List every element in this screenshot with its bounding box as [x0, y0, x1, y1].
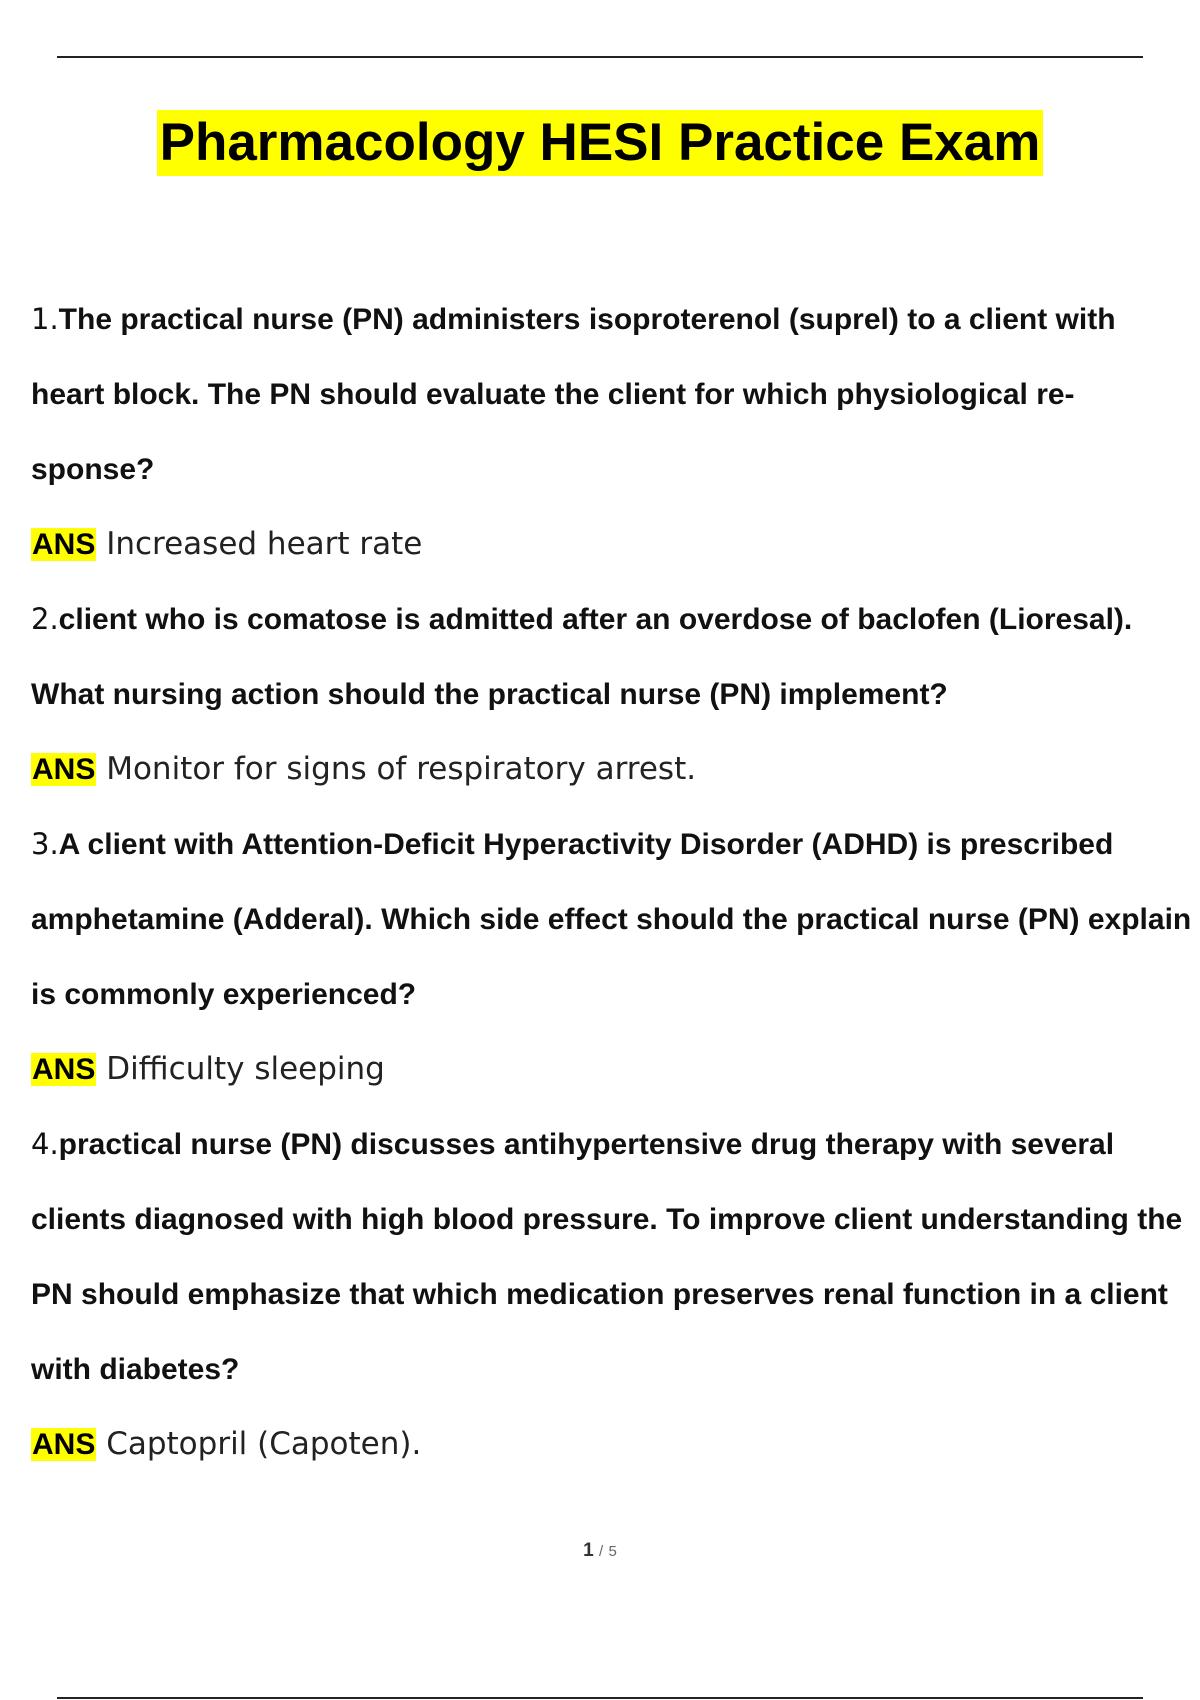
question-2 [31, 582, 1196, 732]
page-indicator [0, 1540, 1200, 1562]
answer-label: ANS [32, 528, 96, 561]
top-divider [57, 56, 1143, 58]
question-text: practical nurse (PN) discusses antihypertensive drug therapy with several clients diagnosed with high blood pressure. To improve client understanding the PN should emphasize that which medication preserves renal function in a client with diabetes? [31, 1128, 1183, 1386]
page-current: 1 [583, 1540, 594, 1561]
question-number: 2. [31, 602, 59, 636]
answer-text: Captopril (Capoten). [106, 1426, 422, 1462]
page-total: 5 [608, 1543, 617, 1560]
answer-label: ANS [32, 753, 96, 786]
answer-text: Increased heart rate [106, 526, 423, 562]
question-number: 1. [31, 302, 59, 336]
question-3 [31, 807, 1196, 1032]
question-text: client who is comatose is admitted after an overdose of baclofen (Lioresal). What nursing action should the practical nurse (PN) implement? [31, 603, 1133, 711]
answer-2 [31, 732, 1196, 807]
question-number: 4. [31, 1127, 59, 1161]
answer-label: ANS [32, 1053, 96, 1086]
bottom-divider [57, 1697, 1143, 1699]
question-1 [31, 282, 1196, 507]
question-number: 3. [31, 827, 59, 861]
question-text: The practical nurse (PN) administers isoproterenol (suprel) to a client with heart block. The PN should evaluate the client for which physiological re- sponse? [31, 303, 1116, 486]
answer-text: Monitor for signs of respiratory arrest. [106, 751, 697, 787]
answer-label: ANS [32, 1428, 96, 1461]
question-4 [31, 1107, 1196, 1407]
answer-3 [31, 1032, 1196, 1107]
page-title: Pharmacology HESI Practice Exam [157, 110, 1044, 176]
question-list [31, 282, 1196, 1482]
question-text: A client with Attention-Deficit Hyperactivity Disorder (ADHD) is prescribed amphetamine (Adderal). Which side effect should the practical nurse (PN) explain is commonly experienced? [31, 828, 1192, 1011]
answer-4 [31, 1407, 1196, 1482]
answer-1 [31, 507, 1196, 582]
answer-text: Difficulty sleeping [106, 1051, 385, 1087]
page-separator: / [599, 1543, 604, 1560]
title-container [0, 110, 1200, 176]
